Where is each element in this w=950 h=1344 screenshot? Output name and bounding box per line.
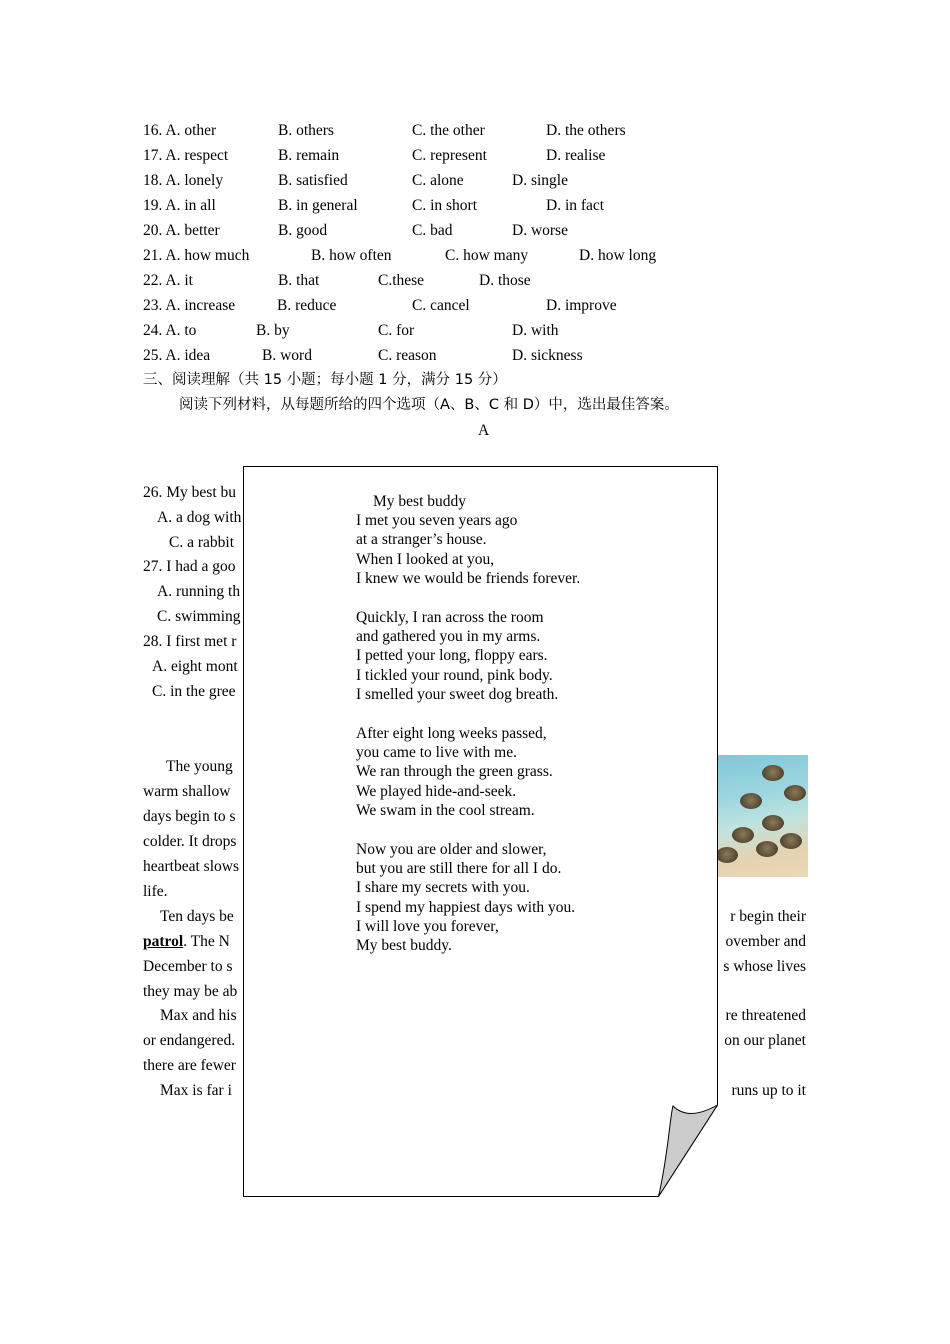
option-21-b: B. how often xyxy=(311,247,392,264)
passage-line: heartbeat slows xyxy=(143,858,239,875)
option-20-b: B. good xyxy=(278,222,328,239)
option-20-a: 20. A. better xyxy=(143,222,220,239)
poem-line: After eight long weeks passed, xyxy=(356,725,547,742)
poem-line: We played hide-and-seek. xyxy=(356,783,517,800)
option-25-d: D. sickness xyxy=(512,347,583,364)
part-label: A xyxy=(478,422,490,439)
passage-line: they may be ab xyxy=(143,983,238,1000)
question-28-option-a: A. eight mont xyxy=(152,658,238,675)
option-24-a: 24. A. to xyxy=(143,322,197,339)
passage-line: patrol. The N xyxy=(143,933,230,950)
option-22-b: B. that xyxy=(278,272,320,289)
poem-line: I spend my happiest days with you. xyxy=(356,899,576,916)
option-21-d: D. how long xyxy=(579,247,657,264)
sea-turtles-image xyxy=(712,755,808,877)
option-23-b: B. reduce xyxy=(277,297,337,314)
passage-line: life. xyxy=(143,883,168,900)
option-24-b: B. by xyxy=(256,322,290,339)
poem-line: My best buddy. xyxy=(356,937,452,954)
option-16-b: B. others xyxy=(278,122,334,139)
option-17-d: D. realise xyxy=(546,147,606,164)
option-19-d: D. in fact xyxy=(546,197,605,214)
option-22-c: C.these xyxy=(378,272,425,289)
option-16-a: 16. A. other xyxy=(143,122,217,139)
poem-line: I tickled your round, pink body. xyxy=(356,667,553,684)
passage-line: Max and his xyxy=(160,1007,237,1024)
passage-line: Ten days be xyxy=(160,908,234,925)
option-20-c: C. bad xyxy=(412,222,453,239)
passage-line: The young xyxy=(166,758,233,775)
poem-line: I smelled your sweet dog breath. xyxy=(356,686,559,703)
option-18-b: B. satisfied xyxy=(278,172,348,189)
question-27-option-a: A. running th xyxy=(157,583,241,600)
question-28-option-c: C. in the gree xyxy=(152,683,236,700)
passage-line: December to s xyxy=(143,958,233,975)
section-heading: 三、阅读理解（共 15 小题；每小题 1 分，满分 15 分） xyxy=(143,372,507,388)
option-24-d: D. with xyxy=(512,322,559,339)
passage-line: days begin to s xyxy=(143,808,236,825)
passage-line: r begin their xyxy=(730,908,806,925)
option-19-c: C. in short xyxy=(412,197,478,214)
poem-line: at a stranger’s house. xyxy=(356,531,487,548)
passage-line: colder. It drops xyxy=(143,833,237,850)
poem-line: but you are still there for all I do. xyxy=(356,860,562,877)
question-27-option-c: C. swimming xyxy=(157,608,241,625)
passage-line: warm shallow xyxy=(143,783,231,800)
option-16-c: C. the other xyxy=(412,122,485,139)
option-22-d: D. those xyxy=(479,272,531,289)
poem-line: and gathered you in my arms. xyxy=(356,628,541,645)
poem-line: We swam in the cool stream. xyxy=(356,802,535,819)
option-20-d: D. worse xyxy=(512,222,568,239)
passage-line: re threatened xyxy=(725,1007,806,1024)
poem-line: We ran through the green grass. xyxy=(356,763,553,780)
passage-line: or endangered. xyxy=(143,1032,236,1049)
question-26: 26. My best bu xyxy=(143,484,236,501)
option-17-b: B. remain xyxy=(278,147,340,164)
poem-line: Now you are older and slower, xyxy=(356,841,547,858)
passage-line: there are fewer xyxy=(143,1057,236,1074)
option-19-b: B. in general xyxy=(278,197,358,214)
option-18-a: 18. A. lonely xyxy=(143,172,224,189)
poem-line: I share my secrets with you. xyxy=(356,879,530,896)
option-18-d: D. single xyxy=(512,172,568,189)
poem-line: When I looked at you, xyxy=(356,551,495,568)
question-26-option-c: C. a rabbit xyxy=(169,534,234,551)
poem-line: Quickly, I ran across the room xyxy=(356,609,544,626)
passage-line: s whose lives xyxy=(723,958,806,975)
option-23-c: C. cancel xyxy=(412,297,470,314)
passage-line: runs up to it xyxy=(731,1082,806,1099)
poem-line: I petted your long, floppy ears. xyxy=(356,647,548,664)
question-28: 28. I first met r xyxy=(143,633,237,650)
passage-line: ovember and xyxy=(725,933,806,950)
question-26-option-a: A. a dog with xyxy=(157,509,242,526)
option-18-c: C. alone xyxy=(412,172,464,189)
option-25-c: C. reason xyxy=(378,347,437,364)
question-27: 27. I had a goo xyxy=(143,558,236,575)
poem-title: My best buddy xyxy=(373,493,466,510)
option-16-d: D. the others xyxy=(546,122,626,139)
passage-line: on our planet xyxy=(724,1032,806,1049)
poem-line: I knew we would be friends forever. xyxy=(356,570,581,587)
option-25-a: 25. A. idea xyxy=(143,347,211,364)
passage-line: Max is far i xyxy=(160,1082,232,1099)
poem-line: you came to live with me. xyxy=(356,744,517,761)
section-instruction: 阅读下列材料，从每题所给的四个选项（A、B、C 和 D）中，选出最佳答案。 xyxy=(179,397,679,413)
underlined-word: patrol xyxy=(143,933,184,950)
option-23-d: D. improve xyxy=(546,297,617,314)
option-17-c: C. represent xyxy=(412,147,487,164)
option-23-a: 23. A. increase xyxy=(143,297,236,314)
option-21-c: C. how many xyxy=(445,247,529,264)
option-21-a: 21. A. how much xyxy=(143,247,250,264)
option-19-a: 19. A. in all xyxy=(143,197,216,214)
option-17-a: 17. A. respect xyxy=(143,147,229,164)
poem-line: I will love you forever, xyxy=(356,918,499,935)
poem-page xyxy=(243,466,718,1197)
option-24-c: C. for xyxy=(378,322,415,339)
option-25-b: B. word xyxy=(262,347,312,364)
poem-line: I met you seven years ago xyxy=(356,512,518,529)
option-22-a: 22. A. it xyxy=(143,272,193,289)
